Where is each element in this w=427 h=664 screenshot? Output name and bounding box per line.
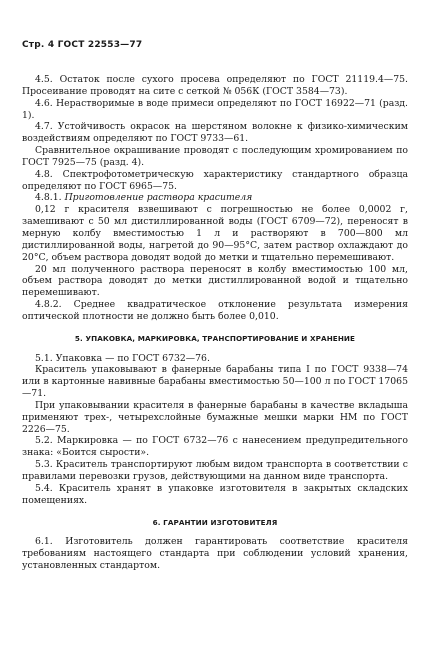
paragraph-6-1: 6.1. Изготовитель должен гарантировать соответствие красителя требованиям настоящего стандарта при соблюдении условий хранения, установленных стандартом. [22,536,408,572]
paragraph-5-1-liner: При упаковывании красителя в фанерные барабаны в качестве вкладыша применяют трех-, четырехслойные бумажные мешки марки НМ по ГОСТ 2226—75. [22,399,408,435]
paragraph-4-7-chroming: Сравнительное окрашивание проводят с последующим хромированием по ГОСТ 7925—75 (разд. 4). [22,145,408,168]
paragraph-5-3: 5.3. Краситель транспортируют любым видом транспорта в соответствии с правилами перевозки грузов, действующими на данном виде транспорта. [22,459,408,482]
paragraph-4-8: 4.8. Спектрофотометрическую характеристику стандартного образца определяют по ГОСТ 6965—75. [22,168,408,192]
paragraph-solution-dilution: 20 мл полученного раствора переносят в колбу вместимостью 100 мл, объем раствора доводят до метки дистиллированной водой и тщательно перемешивают. [22,263,408,299]
paragraph-4-8-2: 4.8.2. Среднее квадратическое отклонение результата измерения оптической плотности не должно быть более 0,010. [22,299,408,322]
section-5-heading: 5. УПАКОВКА, МАРКИРОВКА, ТРАНСПОРТИРОВАНИЕ И ХРАНЕНИЕ [74,333,356,343]
paragraph-4-6: 4.6. Нерастворимые в воде примеси определяют по ГОСТ 16922—71 (разд. 1). [22,97,408,121]
paragraph-4-5: 4.5. Остаток после сухого просева определяют по ГОСТ 21119.4—75. Просеивание проводят на сите с сеткой № 056К (ГОСТ 3584—73). [22,74,408,97]
paragraph-4-8-1 [22,192,408,204]
paragraph-5-4: 5.4. Краситель хранят в упаковке изготовителя в закрытых складских помещениях. [22,482,408,506]
document-body [22,74,408,572]
paragraph-5-1-barrels: Краситель упаковывают в фанерные барабаны типа I по ГОСТ 9338—74 или в картонные навивные барабаны вместимостью 50—100 л по ГОСТ 17065—71. [22,364,408,400]
paragraph-4-8-1-title: Приготовление раствора красителя [64,192,253,204]
paragraph-4-7: 4.7. Устойчивость окрасок на шерстяном волокне к физико-химическим воздействиям определяют по ГОСТ 9733—61. [22,121,408,145]
paragraph-5-1: 5.1. Упаковка — по ГОСТ 6732—76. [35,352,210,364]
section-6-heading: 6. ГАРАНТИИ ИЗГОТОВИТЕЛЯ [152,517,278,527]
paragraph-solution-prep: 0,12 г красителя взвешивают с погрешностью не более 0,0002 г, замешивают с 50 мл дистиллированной воды (ГОСТ 6709—72), переносят в мерную колбу вместимостью 1 л и растворяют в 700—800 мл дистиллированной воды, нагретой до 90—95°С, затем раствор охлаждают до 20°С, объем раствора доводят водой до метки и тщательно перемешивают. [22,204,408,263]
paragraph-5-2: 5.2. Маркировка — по ГОСТ 6732—76 с нанесением предупредительного знака: «Боится сырости». [22,435,408,459]
paragraph-4-8-1-number: 4.8.1. [35,192,65,204]
page-header: Стр. 4 ГОСТ 22553—77 [22,40,143,50]
